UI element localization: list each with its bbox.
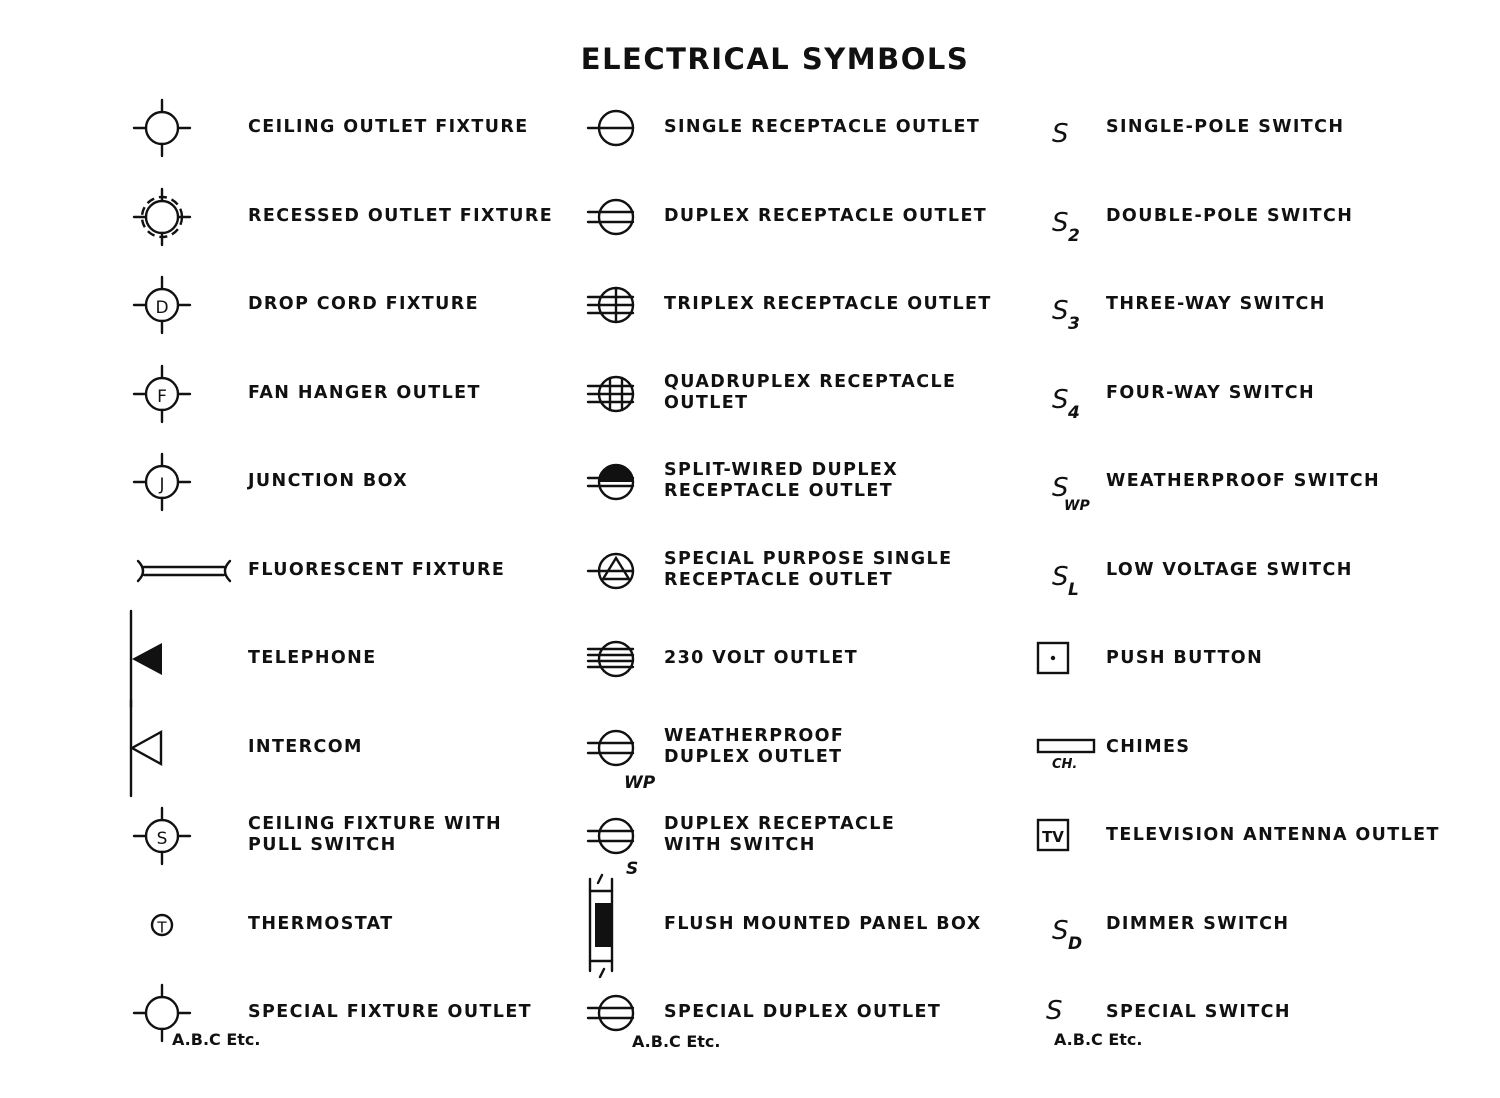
- symbol-label: SPECIAL DUPLEX OUTLET: [664, 1002, 942, 1022]
- svg-text:T: T: [157, 917, 167, 936]
- svg-text:S: S: [1052, 296, 1069, 326]
- symbol-entry: [118, 615, 558, 703]
- symbol-entry: [580, 438, 1000, 526]
- symbol-entry: [118, 173, 558, 261]
- symbol-label: TELEVISION ANTENNA OUTLET: [1106, 825, 1440, 845]
- symbol-entry: [118, 704, 558, 792]
- svg-text:D: D: [155, 298, 169, 319]
- symbol-label: THERMOSTAT: [248, 913, 394, 934]
- svg-text:A.B.C Etc.: A.B.C Etc.: [632, 1032, 721, 1051]
- symbol-entry: [1022, 84, 1442, 172]
- symbol-label: CEILING FIXTURE WITH PULL SWITCH: [248, 814, 503, 855]
- symbol-entry: [580, 615, 1000, 703]
- svg-text:S: S: [1052, 384, 1069, 415]
- intercom-icon: [118, 704, 238, 792]
- symbol-entry: [1022, 173, 1442, 261]
- telephone-icon: [118, 615, 238, 703]
- symbol-label: SPECIAL SWITCH: [1106, 1002, 1291, 1022]
- symbol-label: THREE-WAY SWITCH: [1106, 294, 1326, 314]
- symbol-entry: [118, 84, 558, 172]
- fluorescent-fixture-icon: [118, 527, 238, 615]
- symbol-label: CEILING OUTLET FIXTURE: [248, 117, 529, 137]
- symbol-entry: [1022, 438, 1442, 526]
- symbol-label: FLUSH MOUNTED PANEL BOX: [664, 913, 982, 934]
- svg-text:S: S: [626, 859, 639, 879]
- symbol-label: TRIPLEX RECEPTACLE OUTLET: [664, 294, 992, 314]
- svg-text:S: S: [156, 829, 168, 850]
- recessed-outlet-fixture-icon: [118, 173, 238, 261]
- symbol-entry: [118, 792, 558, 880]
- svg-text:A.B.C Etc.: A.B.C Etc.: [1054, 1030, 1143, 1049]
- page-title: ELECTRICAL SYMBOLS: [580, 42, 970, 76]
- ceiling-outlet-fixture-icon: [118, 84, 238, 172]
- svg-text:4: 4: [1068, 402, 1080, 423]
- symbol-entry: [580, 704, 1000, 792]
- svg-text:S: S: [1052, 119, 1069, 149]
- svg-text:2: 2: [1068, 225, 1080, 246]
- junction-box-icon: [118, 438, 238, 526]
- symbol-entry: [1022, 704, 1442, 792]
- symbol-label: INTERCOM: [248, 736, 363, 757]
- symbol-label: FOUR-WAY SWITCH: [1106, 382, 1315, 403]
- symbol-label: FLUORESCENT FIXTURE: [248, 559, 506, 580]
- symbol-entry: [1022, 615, 1442, 703]
- symbol-entry: [1022, 350, 1442, 438]
- drop-cord-fixture-icon: [118, 261, 238, 349]
- svg-text:S: S: [1046, 996, 1063, 1026]
- svg-text:S: S: [1052, 915, 1069, 946]
- symbol-entry: [580, 792, 1000, 880]
- symbol-entry: [1022, 261, 1442, 349]
- symbol-entry: [118, 881, 558, 969]
- symbol-label: SPECIAL PURPOSE SINGLE RECEPTACLE OUTLET: [664, 548, 953, 590]
- svg-text:D: D: [1068, 933, 1083, 954]
- symbol-label: SPLIT-WIRED DUPLEX RECEPTACLE OUTLET: [664, 460, 899, 501]
- symbol-entry: [1022, 792, 1442, 880]
- symbol-entry: [1022, 969, 1442, 1057]
- symbol-label: SINGLE RECEPTACLE OUTLET: [664, 117, 981, 137]
- symbol-label: RECESSED OUTLET FIXTURE: [248, 205, 554, 226]
- symbol-label: WEATHERPROOF SWITCH: [1106, 471, 1381, 491]
- symbol-label: DIMMER SWITCH: [1106, 913, 1290, 934]
- symbol-label: PUSH BUTTON: [1106, 648, 1264, 668]
- symbol-entry: [1022, 527, 1442, 615]
- svg-text:S: S: [1052, 207, 1069, 238]
- symbol-label: WEATHERPROOF DUPLEX OUTLET: [664, 725, 845, 767]
- symbol-label: TELEPHONE: [248, 648, 377, 668]
- svg-text:TV: TV: [1042, 828, 1064, 846]
- special-fixture-outlet-icon: [118, 969, 261, 1057]
- symbol-entry: [118, 350, 558, 438]
- thermostat-icon: [118, 881, 238, 969]
- svg-text:J: J: [159, 475, 165, 496]
- symbol-entry: [580, 969, 1000, 1057]
- symbol-entry: [580, 84, 1000, 172]
- svg-text:A.B.C Etc.: A.B.C Etc.: [172, 1030, 261, 1049]
- symbol-entry: [118, 969, 558, 1057]
- svg-text:CH.: CH.: [1052, 756, 1078, 772]
- svg-text:WP: WP: [624, 772, 656, 793]
- symbol-entry: [118, 438, 558, 526]
- ceiling-fixture-pull-switch-icon: [118, 792, 238, 880]
- symbol-entry: [1022, 881, 1442, 969]
- symbol-entry: [118, 261, 558, 349]
- symbol-entry: [118, 527, 558, 615]
- symbol-label: LOW VOLTAGE SWITCH: [1106, 559, 1353, 580]
- svg-text:S: S: [1052, 561, 1069, 592]
- symbol-entry: [580, 261, 1000, 349]
- symbol-label: SPECIAL FIXTURE OUTLET: [248, 1002, 533, 1022]
- symbol-entry: [580, 173, 1000, 261]
- symbol-entry: [580, 881, 1000, 969]
- symbol-label: DUPLEX RECEPTACLE WITH SWITCH: [664, 814, 896, 855]
- svg-text:S: S: [1052, 473, 1069, 503]
- symbol-label: JUNCTION BOX: [248, 471, 409, 491]
- symbol-label: FAN HANGER OUTLET: [248, 382, 481, 403]
- symbol-label: 230 VOLT OUTLET: [664, 648, 859, 668]
- symbol-label: DROP CORD FIXTURE: [248, 294, 479, 314]
- symbol-label: CHIMES: [1106, 736, 1191, 757]
- svg-text:F: F: [157, 386, 167, 407]
- svg-text:WP: WP: [1064, 498, 1090, 514]
- symbol-label: DOUBLE-POLE SWITCH: [1106, 205, 1354, 226]
- symbol-label: DUPLEX RECEPTACLE OUTLET: [664, 205, 988, 226]
- symbol-entry: [580, 350, 1000, 438]
- symbol-entry: [580, 527, 1000, 615]
- svg-text:3: 3: [1068, 314, 1080, 334]
- svg-text:L: L: [1068, 579, 1079, 600]
- fan-hanger-outlet-icon: [118, 350, 238, 438]
- symbol-label: QUADRUPLEX RECEPTACLE OUTLET: [664, 371, 957, 413]
- symbol-label: SINGLE-POLE SWITCH: [1106, 117, 1345, 137]
